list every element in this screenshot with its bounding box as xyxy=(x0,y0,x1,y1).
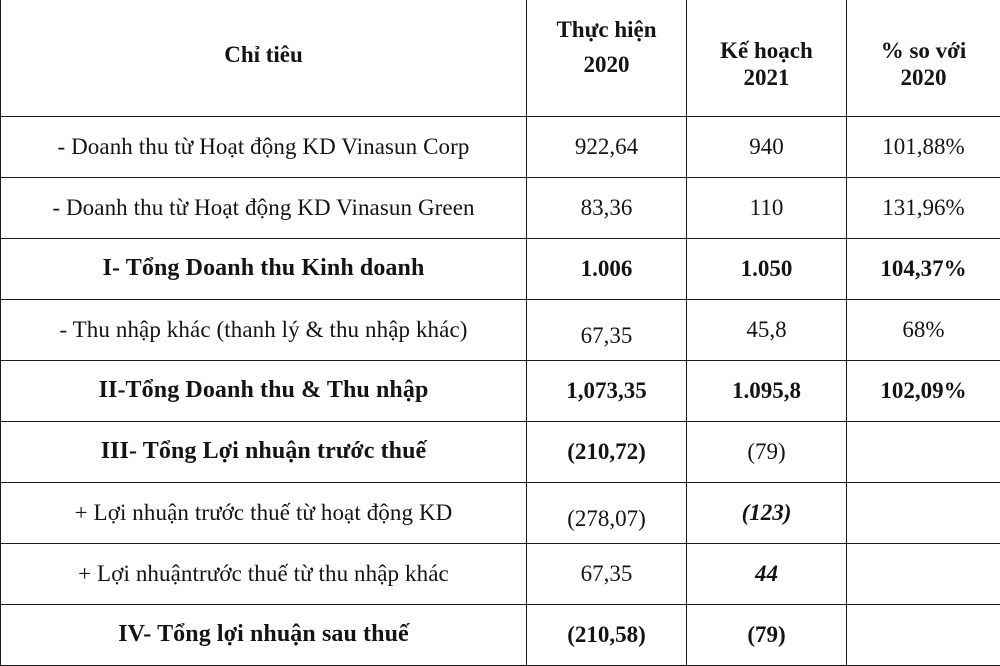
row-percent-value xyxy=(847,422,1000,483)
header-actual-2020 xyxy=(527,0,687,117)
row-label: - Doanh thu từ Hoạt động KD Vinasun Corp xyxy=(1,117,527,178)
header-actual-line2: 2020 xyxy=(527,52,686,78)
row-label: I- Tổng Doanh thu Kinh doanh xyxy=(1,239,527,300)
row-label: III- Tổng Lợi nhuận trước thuế xyxy=(1,422,527,483)
header-indicator: Chỉ tiêu xyxy=(1,0,527,117)
table-row xyxy=(1,544,1000,605)
row-actual-value: 67,35 xyxy=(527,544,687,605)
row-actual-value: (210,72) xyxy=(527,422,687,483)
row-label: - Thu nhập khác (thanh lý & thu nhập khác) xyxy=(1,300,527,361)
header-plan-line1: Kế hoạch xyxy=(687,38,846,64)
row-actual-value: 922,64 xyxy=(527,117,687,178)
header-plan-2021 xyxy=(687,0,847,117)
row-label: IV- Tổng lợi nhuận sau thuế xyxy=(1,605,527,666)
row-percent-value: 102,09% xyxy=(847,361,1000,422)
row-percent-value xyxy=(847,483,1000,544)
header-plan-line2: 2021 xyxy=(687,65,846,91)
row-actual-value: 1.006 xyxy=(527,239,687,300)
row-plan-value: 1.050 xyxy=(687,239,847,300)
row-percent-value: 104,37% xyxy=(847,239,1000,300)
row-plan-value: (123) xyxy=(687,483,847,544)
header-percent-line2: 2020 xyxy=(847,65,1000,91)
table-header-row xyxy=(1,0,1000,117)
table-row xyxy=(1,300,1000,361)
header-percent-line1: % so với xyxy=(847,38,1000,64)
row-plan-value: 44 xyxy=(687,544,847,605)
row-plan-value: 110 xyxy=(687,178,847,239)
row-percent-value: 101,88% xyxy=(847,117,1000,178)
row-percent-value xyxy=(847,544,1000,605)
row-plan-value: 45,8 xyxy=(687,300,847,361)
row-actual-value: (278,07) xyxy=(527,489,687,550)
row-percent-value: 131,96% xyxy=(847,178,1000,239)
table-row-total xyxy=(1,605,1000,666)
row-actual-value: 1,073,35 xyxy=(527,361,687,422)
row-label: + Lợi nhuậntrước thuế từ thu nhập khác xyxy=(1,544,527,605)
table-row-total xyxy=(1,239,1000,300)
row-percent-value xyxy=(847,605,1000,666)
row-plan-value: (79) xyxy=(687,422,847,483)
row-actual-value: 83,36 xyxy=(527,178,687,239)
table-row xyxy=(1,483,1000,544)
row-plan-value: (79) xyxy=(687,605,847,666)
table-row-total xyxy=(1,361,1000,422)
header-percent-vs-2020 xyxy=(847,0,1000,117)
row-label: + Lợi nhuận trước thuế từ hoạt động KD xyxy=(1,483,527,544)
row-actual-value: 67,35 xyxy=(527,306,687,367)
row-actual-value: (210,58) xyxy=(527,605,687,666)
table-row xyxy=(1,117,1000,178)
header-actual-line1: Thực hiện xyxy=(527,17,686,43)
table-row-total xyxy=(1,422,1000,483)
row-label: - Doanh thu từ Hoạt động KD Vinasun Green xyxy=(1,178,527,239)
table-row xyxy=(1,178,1000,239)
row-plan-value: 940 xyxy=(687,117,847,178)
row-label: II-Tổng Doanh thu & Thu nhập xyxy=(1,361,527,422)
row-percent-value: 68% xyxy=(847,300,1000,361)
row-plan-value: 1.095,8 xyxy=(687,361,847,422)
